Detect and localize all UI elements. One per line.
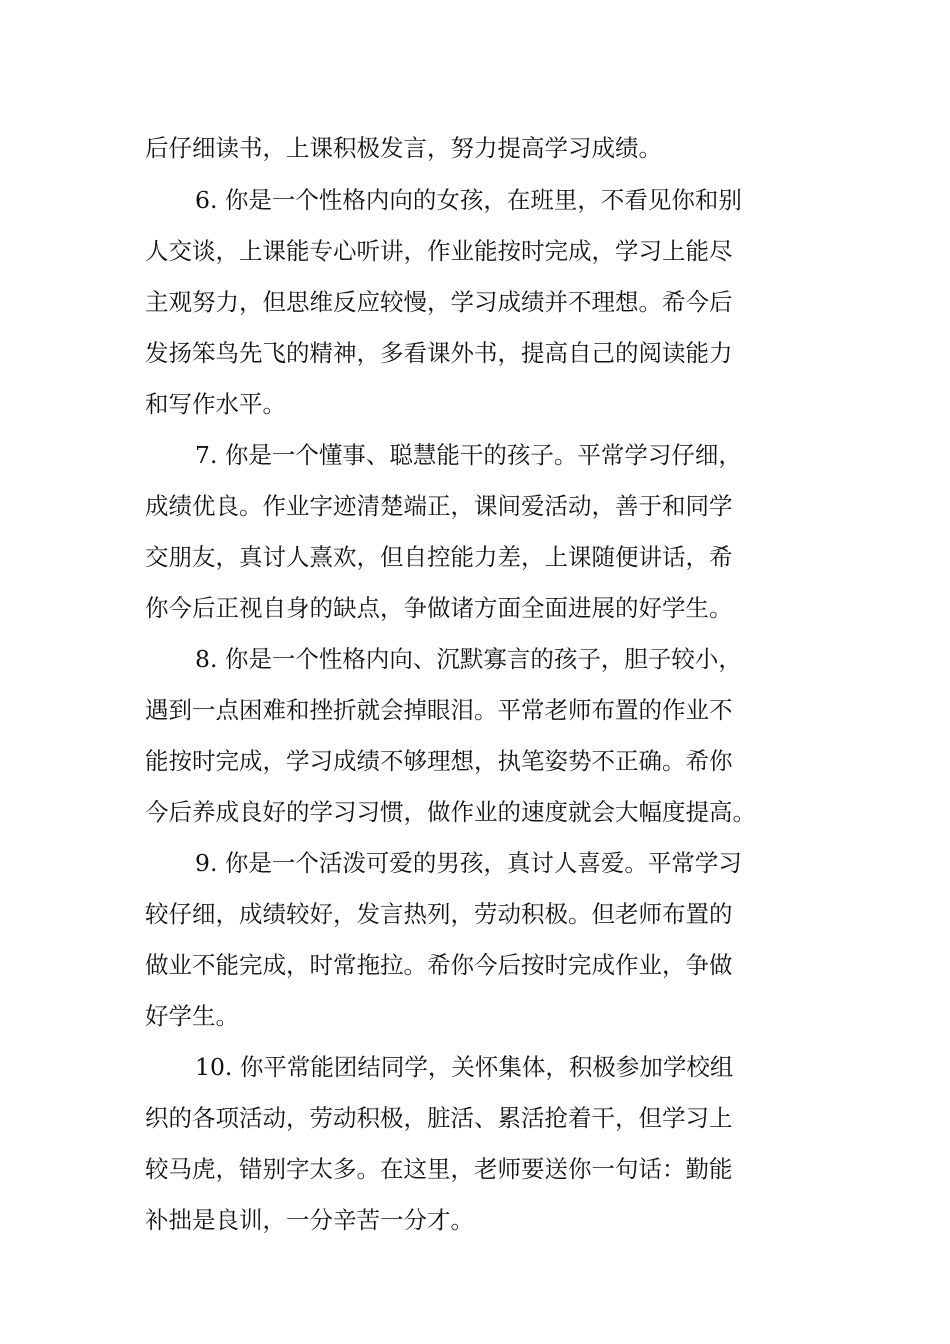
text-line: 交朋友，真讨人熹欢，但自控能力差，上课随便讲话，希 — [145, 543, 733, 571]
paragraph-7-first-line: 7. 你是一个懂事、聪慧能干的孩子。平常学习仔细， — [195, 441, 742, 469]
text-line: 较马虎，错别字太多。在这里，老师要送你一句话：勤能 — [145, 1155, 733, 1183]
text-line: 后仔细读书，上课积极发言，努力提高学习成绩。 — [145, 134, 662, 162]
text-line: 和写作水平。 — [145, 390, 286, 418]
text-line: 做业不能完成，时常拖拉。希你今后按时完成作业，争做 — [145, 951, 733, 979]
paragraph-9-first-line: 9. 你是一个活泼可爱的男孩，真讨人喜爱。平常学习 — [195, 849, 742, 877]
text-line: 遇到一点困难和挫折就会掉眼泪。平常老师布置的作业不 — [145, 696, 733, 724]
text-line: 主观努力，但思维反应较慢，学习成绩并不理想。希今后 — [145, 288, 733, 316]
paragraph-10-first-line: 10. 你平常能团结同学，关怀集体，积极参加学校组 — [195, 1053, 734, 1081]
paragraph-8-first-line: 8. 你是一个性格内向、沉默寡言的孩子，胆子较小， — [195, 645, 742, 673]
text-line: 补拙是良训，一分辛苦一分才。 — [145, 1206, 474, 1234]
text-line: 织的各项活动，劳动积极，脏活、累活抢着干，但学习上 — [145, 1104, 733, 1132]
paragraph-6-first-line: 6. 你是一个性格内向的女孩，在班里，不看见你和别 — [195, 186, 742, 214]
text-line: 能按时完成，学习成绩不够理想，执笔姿势不正确。希你 — [145, 747, 733, 775]
text-line: 好学生。 — [145, 1002, 239, 1030]
text-line: 成绩优良。作业字迹清楚端正，课间爱活动，善于和同学 — [145, 492, 733, 520]
text-line: 较仔细，成绩较好，发言热列，劳动积极。但老师布置的 — [145, 900, 733, 928]
text-line: 人交谈，上课能专心听讲，作业能按时完成，学习上能尽 — [145, 237, 733, 265]
text-line: 今后养成良好的学习习惯，做作业的速度就会大幅度提高。 — [145, 798, 756, 826]
text-line: 发扬笨鸟先飞的精神，多看课外书，提高自己的阅读能力 — [145, 339, 733, 367]
text-line: 你今后正视自身的缺点，争做诸方面全面进展的好学生。 — [145, 594, 733, 622]
